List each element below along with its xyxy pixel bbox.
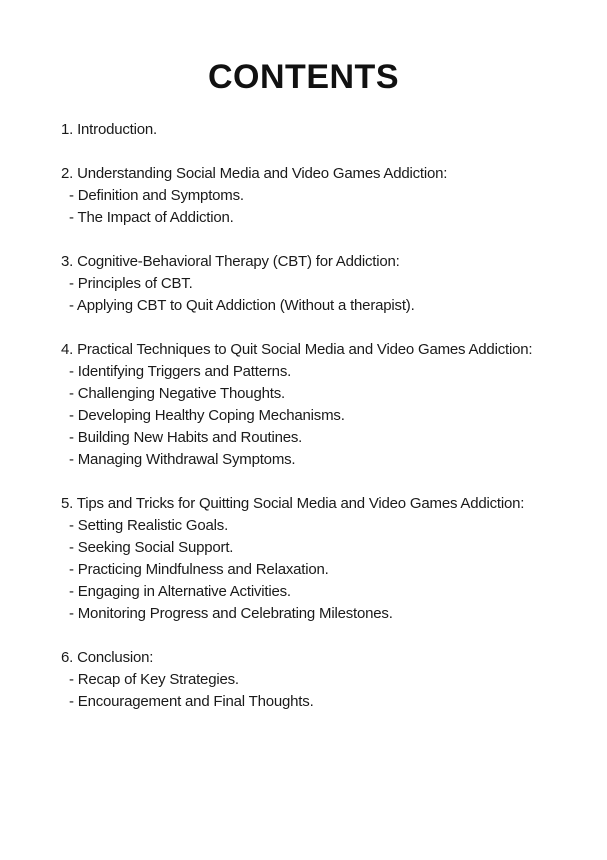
- toc-sub-item: - Practicing Mindfulness and Relaxation.: [69, 561, 329, 578]
- toc-sub-item: - Recap of Key Strategies.: [69, 671, 239, 688]
- toc-sub-item: - Engaging in Alternative Activities.: [69, 583, 291, 600]
- toc-section-heading: 3. Cognitive-Behavioral Therapy (CBT) for Addiction:: [61, 253, 400, 270]
- toc-sub-item: - Developing Healthy Coping Mechanisms.: [69, 407, 345, 424]
- toc-sub-item: - Monitoring Progress and Celebrating Milestones.: [69, 605, 393, 622]
- toc-sub-item: - Setting Realistic Goals.: [69, 517, 229, 534]
- toc-section-understanding-addiction: [61, 163, 581, 229]
- toc-sub-item: - Identifying Triggers and Patterns.: [69, 363, 292, 380]
- toc-sub-item: - Building New Habits and Routines.: [69, 429, 303, 446]
- toc-section-heading: 1. Introduction.: [61, 121, 158, 138]
- toc-sub-item: - Applying CBT to Quit Addiction (Without a therapist).: [69, 297, 415, 314]
- page-title: CONTENTS: [208, 58, 399, 96]
- toc-section-heading: 4. Practical Techniques to Quit Social Media and Video Games Addiction:: [61, 341, 533, 358]
- toc-sub-item: - The Impact of Addiction.: [69, 209, 234, 226]
- toc-section-heading: 5. Tips and Tricks for Quitting Social Media and Video Games Addiction:: [61, 495, 525, 512]
- toc-section-heading: 6. Conclusion:: [61, 649, 154, 666]
- table-of-contents: [61, 119, 581, 735]
- toc-section-heading: 2. Understanding Social Media and Video Games Addiction:: [61, 165, 448, 182]
- toc-sub-item: - Managing Withdrawal Symptoms.: [69, 451, 296, 468]
- toc-sub-item: - Seeking Social Support.: [69, 539, 234, 556]
- toc-sub-item: - Definition and Symptoms.: [69, 187, 244, 204]
- toc-sub-item: - Encouragement and Final Thoughts.: [69, 693, 314, 710]
- toc-section-cbt: [61, 251, 581, 317]
- toc-section-tips-and-tricks: [61, 493, 581, 625]
- toc-sub-item: - Principles of CBT.: [69, 275, 193, 292]
- toc-section-conclusion: [61, 647, 581, 713]
- toc-sub-item: - Challenging Negative Thoughts.: [69, 385, 285, 402]
- toc-section-introduction: [61, 119, 581, 141]
- toc-section-practical-techniques: [61, 339, 581, 471]
